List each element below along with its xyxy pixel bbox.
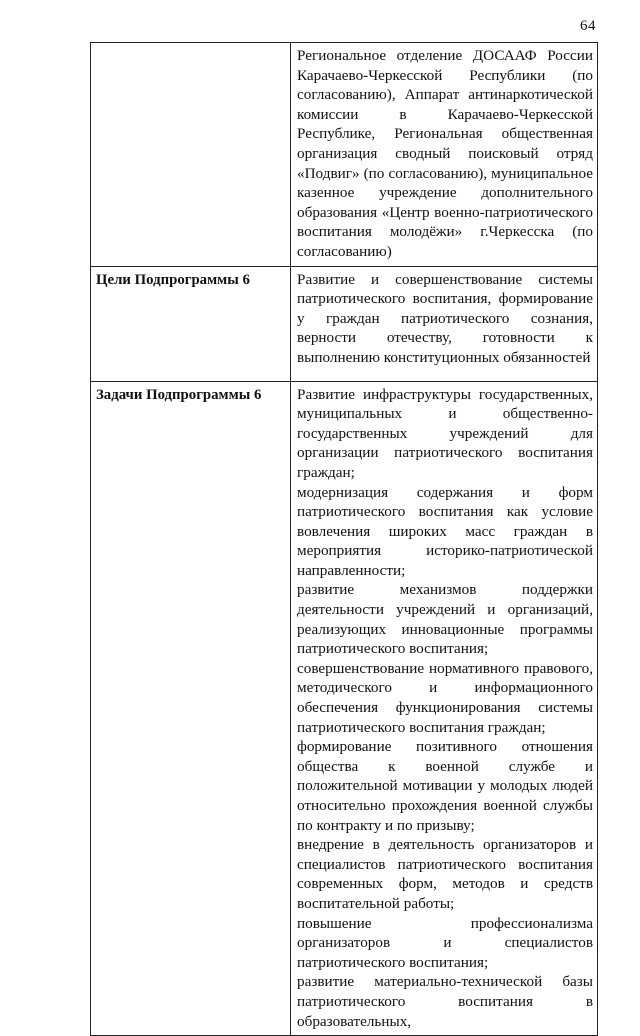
- task-item: внедрение в деятельность организаторов и специалистов патриотического воспитания современных форм, методов и средств воспитательной работы;: [297, 836, 593, 912]
- tasks-label: Задачи Подпрограммы 6: [91, 381, 291, 1036]
- table-row-goals: [91, 266, 598, 381]
- row-label-empty: [91, 43, 291, 267]
- participants-cell: [291, 43, 598, 267]
- task-item: повышение профессионализма организаторов и специалистов патриотического воспитания;: [297, 914, 593, 971]
- goals-cell: [291, 266, 598, 381]
- goals-text: Развитие и совершенствование системы патриотического воспитания, формирование у граждан патриотического сознания, верности отечеству, готовности к выполнению конституционных обязанностей: [297, 270, 593, 366]
- page-number: 64: [580, 18, 596, 34]
- task-item: совершенствование нормативного правового, методического и информационного обеспечения функционирования системы патриотического воспитания граждан;: [297, 659, 593, 736]
- goals-label: Цели Подпрограммы 6: [91, 266, 291, 381]
- task-item: формирование позитивного отношения общества к военной службе и положительной мотивации у молодых людей относительно прохождения военной службы по контракту и по призыву;: [297, 738, 593, 834]
- task-item: развитие материально-технической базы патриотического воспитания в образовательных,: [297, 973, 593, 1030]
- task-item: Развитие инфраструктуры государственных, муниципальных и общественно-государственных учреждений для организации патриотического воспитания граждан;: [297, 385, 593, 481]
- subprogram-passport-table: [90, 42, 598, 1036]
- table-row-tasks: [91, 381, 598, 1036]
- tasks-cell: [291, 381, 598, 1036]
- participants-text: Региональное отделение ДОСААФ России Карачаево-Черкесской Республики (по согласованию), Аппарат антинаркотической комиссии в Карачаево-Черкесской Республике, Региональная общественная организация сводный поисковый отряд «Подвиг» (по согласованию), муниципальное казенное учреждение дополнительного образования «Центр военно-патриотического воспитания молодёжи» г.Черкесска (по согласованию): [297, 47, 593, 260]
- table-row-participants: [91, 43, 598, 267]
- task-item: развитие механизмов поддержки деятельности учреждений и организаций, реализующих инновационные программы патриотического воспитания;: [297, 581, 593, 658]
- task-item: модернизация содержания и форм патриотического воспитания как условие вовлечения широких масс граждан в мероприятия историко-патриотической направленности;: [297, 483, 593, 579]
